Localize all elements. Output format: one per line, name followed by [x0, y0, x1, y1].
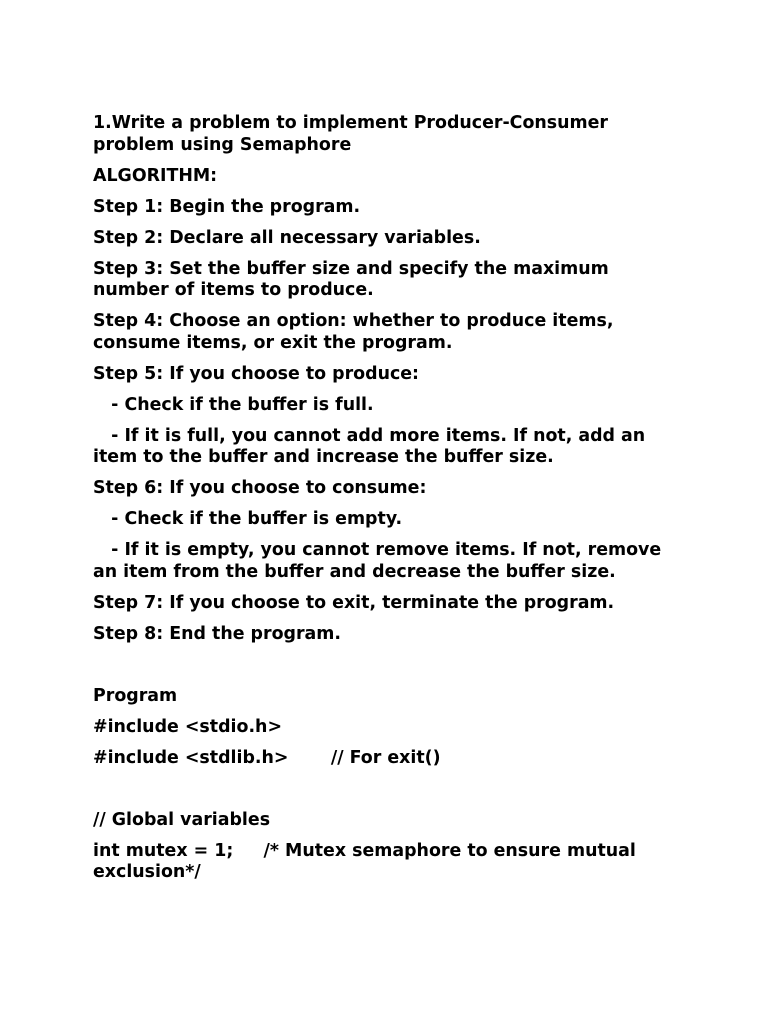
step-6: Step 6: If you choose to consume: — [93, 478, 427, 498]
step-4: Step 4: Choose an option: whether to produce items, consume items, or exit the program. — [93, 311, 620, 353]
code-include-stdio: #include <stdio.h> — [93, 716, 283, 737]
code-mutex-line: int mutex = 1; /* Mutex semaphore to ensure mutual exclusion*/ — [93, 840, 642, 882]
step-5-check-full: - Check if the buffer is full. — [93, 394, 374, 415]
blank-line — [93, 779, 683, 810]
step-8: Step 8: End the program. — [93, 623, 342, 644]
algorithm-heading: ALGORITHM: — [93, 165, 218, 186]
blank-line — [93, 655, 683, 686]
step-2: Step 2: Declare all necessary variables. — [93, 227, 481, 248]
document-page — [93, 113, 683, 893]
document-title: 1.Write a problem to implement Producer-Consumer problem using Semaphore — [93, 113, 615, 155]
step-7: Step 7: If you choose to exit, terminate the program. — [93, 592, 615, 613]
program-heading: Program — [93, 685, 178, 706]
step-6-check-empty: - Check if the buffer is empty. — [93, 509, 403, 529]
step-1: Step 1: Begin the program. — [93, 196, 361, 217]
step-5-add-item: - If it is full, you cannot add more items. If not, add an item to the buffer and increase the buffer size. — [93, 425, 652, 467]
step-5: Step 5: If you choose to produce: — [93, 363, 420, 384]
step-6-remove-item: - If it is empty, you cannot remove items. If not, remove an item from the buffer and decrease the buffer size. — [93, 540, 668, 582]
step-3: Step 3: Set the buffer size and specify the maximum number of items to produce. — [93, 258, 615, 300]
code-globals-comment: // Global variables — [93, 809, 271, 830]
code-include-stdlib: #include <stdlib.h> // For exit() — [93, 747, 441, 768]
